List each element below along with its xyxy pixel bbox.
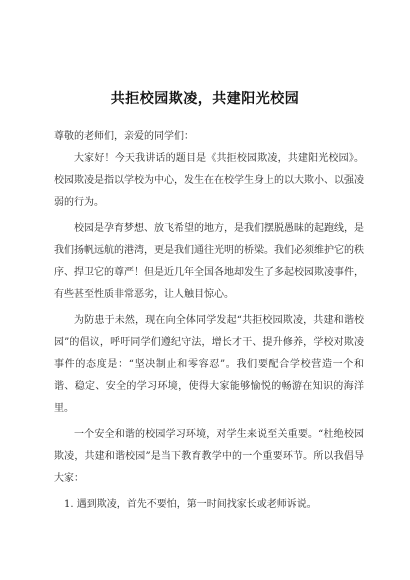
salutation-line: 尊敬的老师们，亲爱的同学们： <box>54 131 194 142</box>
paragraph-3: 为防患于未然，现在向全体同学发起“共拒校园欺凌，共建和谐校园”的倡议，呼吁同学们遵纪守法，增长才干、提升修养，学校对欺凌事件的态度是：“坚决制止和零容忍”。我们要配合学校营造一个和谐、稳定、安全的学习环境，使得大家能够愉悦的畅游在知识的海洋里。 <box>54 315 364 414</box>
paragraph-2: 校园是孕育梦想、放飞希望的地方，是我们摆脱愚昧的起跑线，是我们扬帆远航的港湾，更是我们通往光明的桥梁。我们必须维护它的秩序、捍卫它的尊严！但是近几年全国各地却发生了多起校园欺凌事件，有些甚至性质非常恶劣，让人触目惊心。 <box>54 223 364 300</box>
paragraph-4: 一个安全和谐的校园学习环境，对学生来说至关重要。“杜绝校园欺凌，共建和谐校园”是当下教育教学中的一个重要环节。所以我倡导大家： <box>54 429 364 484</box>
paragraph-1: 大家好！今天我讲话的题目是《共拒校园欺凌，共建阳光校园》。校园欺凌是指以学校为中心，发生在在校学生身上的以大欺小、以强凌弱的行为。 <box>54 153 364 208</box>
document-title: 共拒校园欺凌，共建阳光校园 <box>110 91 300 107</box>
list-item-1: 1. 遇到欺凌，首先不要怕，第一时间找家长或老师诉说。 <box>64 499 317 510</box>
document-body <box>54 126 364 516</box>
